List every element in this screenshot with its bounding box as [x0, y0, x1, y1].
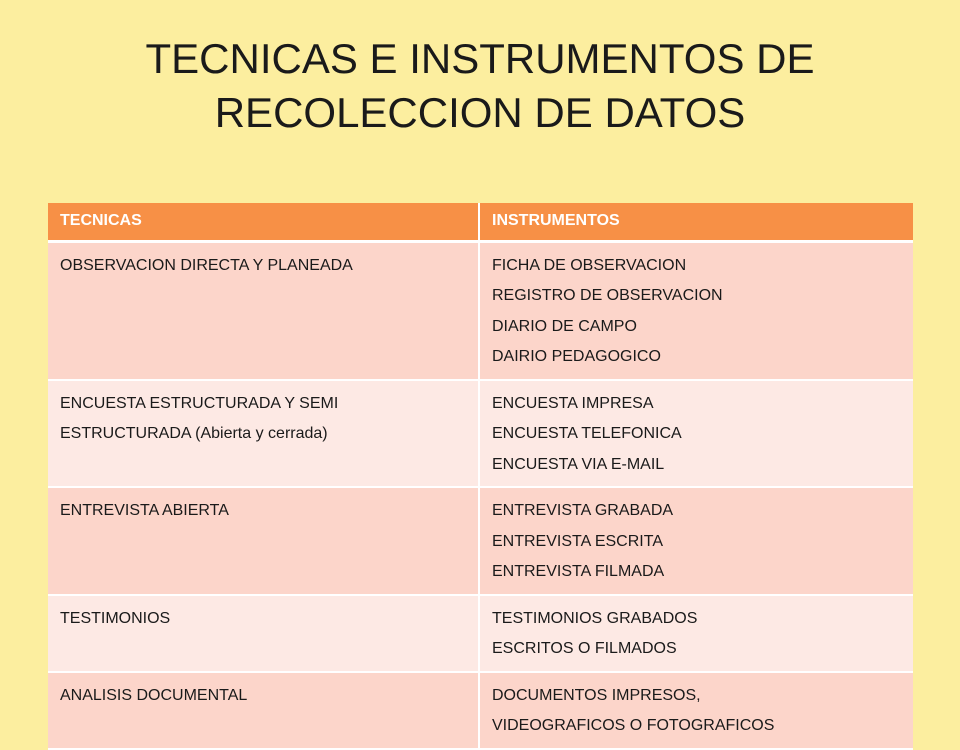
cell-line: ESCRITOS O FILMADOS: [492, 640, 677, 657]
slide-title-line-2: RECOLECCION DE DATOS: [214, 89, 746, 136]
header-tecnicas: TECNICAS: [48, 203, 479, 241]
cell-instrumentos: [479, 672, 913, 749]
table-header-row: [48, 203, 913, 241]
table-row: [48, 487, 913, 595]
cell-line: REGISTRO DE OBSERVACION: [492, 287, 723, 304]
cell-line: DAIRIO PEDAGOGICO: [492, 348, 661, 365]
cell-instrumentos: [479, 595, 913, 672]
cell-line: ENTREVISTA GRABADA: [492, 502, 674, 519]
cell-tecnica: [48, 595, 479, 672]
cell-line: ENCUESTA VIA E-MAIL: [492, 455, 665, 473]
slide-title-line-1: TECNICAS E INSTRUMENTOS DE: [145, 35, 815, 82]
cell-line: DOCUMENTOS IMPRESOS,: [492, 686, 701, 704]
cell-line: VIDEOGRAFICOS O FOTOGRAFICOS: [492, 717, 775, 734]
header-instrumentos: INSTRUMENTOS: [479, 203, 913, 241]
table-row: [48, 380, 913, 488]
cell-line: TESTIMONIOS: [60, 609, 171, 627]
cell-tecnica: [48, 487, 479, 595]
cell-line: ANALISIS DOCUMENTAL: [60, 686, 248, 704]
cell-instrumentos: [479, 241, 913, 380]
cell-line: ENTREVISTA ESCRITA: [492, 532, 663, 550]
cell-tecnica: [48, 241, 479, 380]
slide-title: [0, 32, 960, 140]
table-row: [48, 672, 913, 749]
cell-instrumentos: [479, 487, 913, 595]
cell-line: ESTRUCTURADA (Abierta y cerrada): [60, 425, 328, 442]
cell-instrumentos: [479, 380, 913, 488]
cell-tecnica: [48, 672, 479, 749]
cell-line: ENTREVISTA FILMADA: [492, 563, 665, 580]
techniques-table: [48, 203, 913, 750]
table-row: [48, 595, 913, 672]
cell-tecnica: [48, 380, 479, 488]
cell-line: ENTREVISTA ABIERTA: [60, 502, 229, 519]
cell-line: ENCUESTA IMPRESA: [492, 394, 654, 412]
cell-line: ENCUESTA TELEFONICA: [492, 425, 682, 442]
cell-line: DIARIO DE CAMPO: [492, 317, 637, 335]
cell-line: TESTIMONIOS GRABADOS: [492, 609, 698, 627]
cell-line: ENCUESTA ESTRUCTURADA Y SEMI: [60, 394, 339, 412]
cell-line: FICHA DE OBSERVACION: [492, 256, 687, 274]
table-row: [48, 241, 913, 380]
cell-line: OBSERVACION DIRECTA Y PLANEADA: [60, 256, 353, 274]
